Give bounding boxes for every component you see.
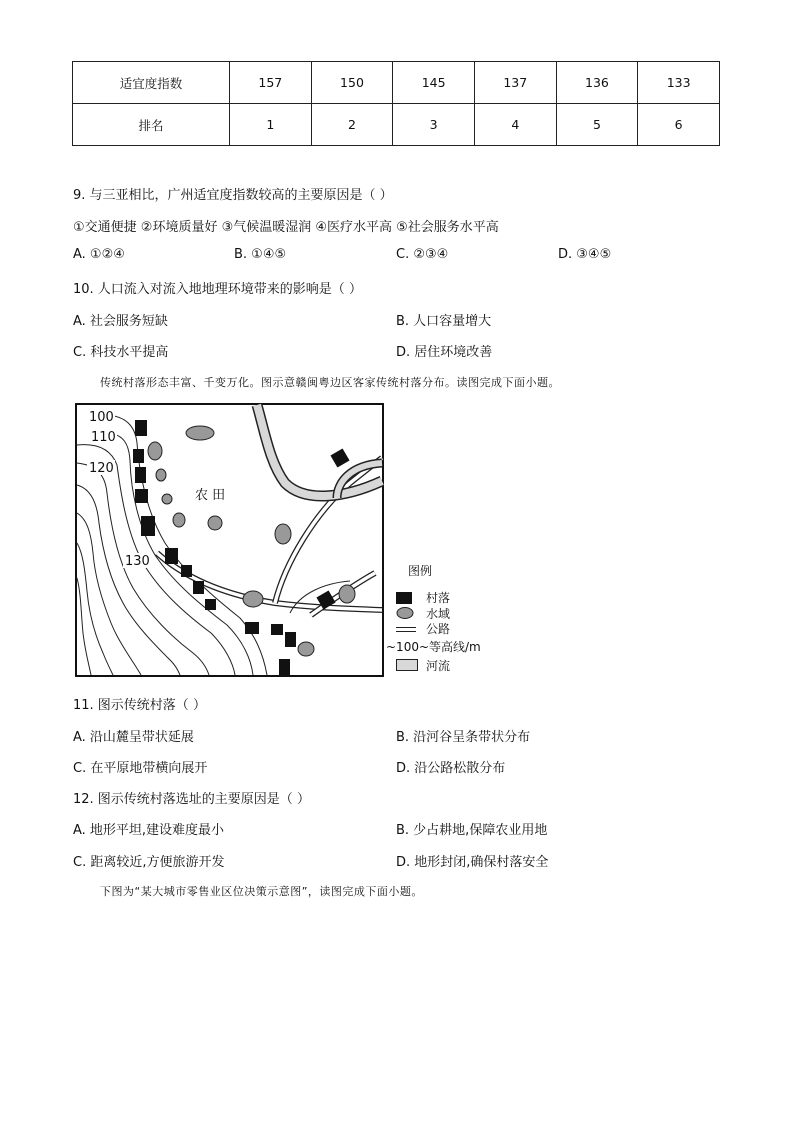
q11-option-c[interactable]: C. 在平原地带横向展开	[73, 761, 208, 776]
q12-option-b[interactable]: B. 少占耕地,保障农业用地	[396, 823, 548, 838]
contour-label-100: 100	[89, 410, 114, 425]
table-cell: 133	[638, 62, 720, 104]
contour-label-110: 110	[91, 430, 116, 445]
village-map	[75, 403, 384, 677]
q11-option-b[interactable]: B. 沿河谷呈条带状分布	[396, 730, 531, 745]
farmland-label: 农 田	[195, 488, 226, 503]
q10-option-a[interactable]: A. 社会服务短缺	[73, 314, 168, 329]
legend-water: 水域	[426, 607, 451, 621]
legend-village: 村落	[426, 591, 451, 605]
q11-option-d[interactable]: D. 沿公路松散分布	[396, 761, 506, 776]
contour-label-130: 130	[125, 554, 150, 569]
legend-river: 河流	[426, 659, 451, 673]
q12-option-c[interactable]: C. 距离较近,方便旅游开发	[73, 855, 225, 870]
q9-items: ①交通便捷 ②环境质量好 ③气候温暖湿润 ④医疗水平高 ⑤社会服务水平高	[73, 220, 499, 235]
river-legend-icon	[396, 659, 418, 671]
q12-option-a[interactable]: A. 地形平坦,建设难度最小	[73, 823, 225, 838]
legend-contour: ~100~等高线/m	[386, 640, 481, 654]
q10-option-c[interactable]: C. 科技水平提高	[73, 345, 169, 360]
q9-stem: 9. 与三亚相比，广州适宜度指数较高的主要原因是（ ）	[73, 188, 393, 203]
q10-option-b[interactable]: B. 人口容量增大	[396, 314, 492, 329]
legend-road: 公路	[426, 622, 451, 636]
q11-stem: 11. 图示传统村落（ ）	[73, 698, 206, 713]
table-cell: 136	[556, 62, 638, 104]
table-cell: 1	[230, 104, 312, 146]
table-cell: 150	[311, 62, 393, 104]
retail-intro: 下图为“某大城市零售业区位决策示意图”，读图完成下面小题。	[100, 885, 423, 898]
table-cell: 4	[474, 104, 556, 146]
q9-option-c[interactable]: C. ②③④	[396, 247, 449, 262]
q9-option-b[interactable]: B. ①④⑤	[234, 247, 287, 262]
table-cell: 145	[393, 62, 475, 104]
q12-stem: 12. 图示传统村落选址的主要原因是（ ）	[73, 792, 310, 807]
q10-option-d[interactable]: D. 居住环境改善	[396, 345, 493, 360]
q11-option-a[interactable]: A. 沿山麓呈带状延展	[73, 730, 194, 745]
table-row	[73, 104, 720, 146]
table-row	[73, 62, 720, 104]
contour-label-120: 120	[89, 461, 114, 476]
map-intro: 传统村落形态丰富、千变万化。图示意赣闽粤边区客家传统村落分布。读图完成下面小题。	[100, 376, 560, 389]
q10-stem: 10. 人口流入对流入地地理环境带来的影响是（ ）	[73, 282, 362, 297]
index-table	[72, 61, 720, 146]
village-legend-icon	[396, 592, 412, 604]
water-legend-icon	[396, 606, 414, 620]
table-cell: 137	[474, 62, 556, 104]
table-cell: 排名	[73, 104, 230, 146]
table-cell: 3	[393, 104, 475, 146]
table-cell: 157	[230, 62, 312, 104]
table-cell: 6	[638, 104, 720, 146]
legend-title: 图例	[408, 564, 433, 578]
q12-option-d[interactable]: D. 地形封闭,确保村落安全	[396, 855, 549, 870]
q9-option-d[interactable]: D. ③④⑤	[558, 247, 612, 262]
table-cell: 2	[311, 104, 393, 146]
road-legend-icon	[396, 627, 416, 632]
table-cell: 5	[556, 104, 638, 146]
table-cell: 适宜度指数	[73, 62, 230, 104]
q9-option-a[interactable]: A. ①②④	[73, 247, 125, 262]
